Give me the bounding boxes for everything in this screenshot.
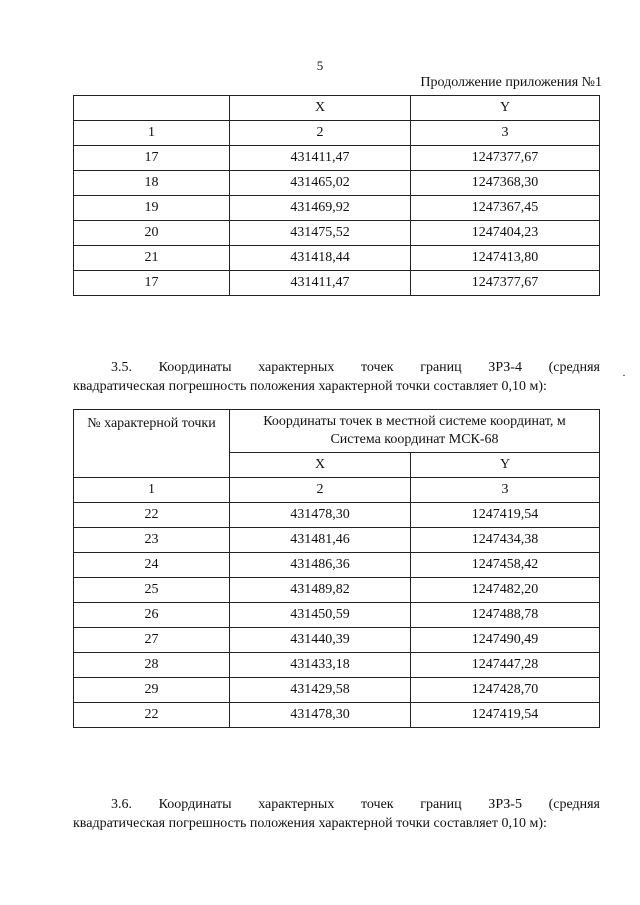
point-number-cell: 24 (74, 553, 230, 578)
table-header-row (74, 96, 600, 121)
x-coordinate-cell: 431440,39 (230, 628, 411, 653)
numbering-cell: 2 (230, 478, 411, 503)
section-3-5-line1: 3.5. Координаты характерных точек границ ЗРЗ-4 (средняя (111, 360, 600, 375)
x-coordinate-cell: 431418,44 (230, 246, 411, 271)
x-coordinate-cell: 431489,82 (230, 578, 411, 603)
numbering-cell: 1 (74, 121, 230, 146)
point-number-cell: 27 (74, 628, 230, 653)
table-row (74, 578, 600, 603)
x-coordinate-cell: 431429,58 (230, 678, 411, 703)
point-number-cell: 23 (74, 528, 230, 553)
table-row (74, 196, 600, 221)
section-3-6-line2: квадратическая погрешность положения характерной точки составляет 0,10 м): (73, 816, 547, 831)
numbering-cell: 3 (411, 121, 600, 146)
numbering-cell: 2 (230, 121, 411, 146)
table-header-row (74, 410, 600, 453)
point-number-cell: 29 (74, 678, 230, 703)
point-number-cell: 19 (74, 196, 230, 221)
section-3-5-paragraph (73, 358, 600, 396)
page-number: 5 (316, 58, 324, 73)
y-coordinate-cell: 1247404,23 (411, 221, 600, 246)
x-coordinate-cell: 431465,02 (230, 171, 411, 196)
appendix-note: Продолжение приложения №1 (420, 75, 602, 90)
header-cell-x: X (230, 453, 411, 478)
y-coordinate-cell: 1247428,70 (411, 678, 600, 703)
section-3-5-line2: квадратическая погрешность положения характерной точки составляет 0,10 м): (73, 379, 547, 394)
coordinates-header-line1: Координаты точек в местной системе координат, м (263, 414, 566, 429)
table-row (74, 703, 600, 728)
x-coordinate-cell: 431450,59 (230, 603, 411, 628)
table-row (74, 528, 600, 553)
x-coordinate-cell: 431481,46 (230, 528, 411, 553)
point-number-cell: 28 (74, 653, 230, 678)
margin-mark: · (622, 368, 626, 382)
point-number-cell: 25 (74, 578, 230, 603)
table-row (74, 221, 600, 246)
y-coordinate-cell: 1247419,54 (411, 703, 600, 728)
point-number-cell: 22 (74, 703, 230, 728)
section-3-6-paragraph (73, 795, 600, 833)
table-numbering-row (74, 478, 600, 503)
table-row (74, 653, 600, 678)
y-coordinate-cell: 1247458,42 (411, 553, 600, 578)
coordinates-header-line2: Система координат МСК-68 (330, 432, 499, 447)
header-cell-y: Y (411, 453, 600, 478)
point-number-cell: 17 (74, 271, 230, 296)
y-coordinate-cell: 1247367,45 (411, 196, 600, 221)
y-coordinate-cell: 1247377,67 (411, 146, 600, 171)
table-row (74, 146, 600, 171)
y-coordinate-cell: 1247434,38 (411, 528, 600, 553)
point-number-cell: 21 (74, 246, 230, 271)
table-row (74, 503, 600, 528)
coordinates-table-continued (73, 95, 600, 296)
x-coordinate-cell: 431469,92 (230, 196, 411, 221)
coordinates-table-zrz4 (73, 409, 600, 728)
table-row (74, 171, 600, 196)
x-coordinate-cell: 431475,52 (230, 221, 411, 246)
table-row (74, 678, 600, 703)
point-number-cell: 20 (74, 221, 230, 246)
y-coordinate-cell: 1247488,78 (411, 603, 600, 628)
y-coordinate-cell: 1247419,54 (411, 503, 600, 528)
table-row (74, 553, 600, 578)
y-coordinate-cell: 1247447,28 (411, 653, 600, 678)
point-number-cell: 22 (74, 503, 230, 528)
x-coordinate-cell: 431433,18 (230, 653, 411, 678)
numbering-cell: 3 (411, 478, 600, 503)
point-number-cell: 17 (74, 146, 230, 171)
x-coordinate-cell: 431411,47 (230, 271, 411, 296)
point-number-cell: 26 (74, 603, 230, 628)
point-number-cell: 18 (74, 171, 230, 196)
table-numbering-row (74, 121, 600, 146)
y-coordinate-cell: 1247368,30 (411, 171, 600, 196)
table-row (74, 628, 600, 653)
coordinates-header (230, 410, 600, 453)
y-coordinate-cell: 1247490,49 (411, 628, 600, 653)
x-coordinate-cell: 431411,47 (230, 146, 411, 171)
header-cell (74, 96, 230, 121)
y-coordinate-cell: 1247377,67 (411, 271, 600, 296)
table-row (74, 603, 600, 628)
section-3-6-line1: 3.6. Координаты характерных точек границ ЗРЗ-5 (средняя (111, 797, 600, 812)
y-coordinate-cell: 1247482,20 (411, 578, 600, 603)
x-coordinate-cell: 431486,36 (230, 553, 411, 578)
table-row (74, 246, 600, 271)
point-number-header: № характерной точки (74, 410, 230, 478)
x-coordinate-cell: 431478,30 (230, 703, 411, 728)
numbering-cell: 1 (74, 478, 230, 503)
header-cell-y: Y (411, 96, 600, 121)
x-coordinate-cell: 431478,30 (230, 503, 411, 528)
table-row (74, 271, 600, 296)
y-coordinate-cell: 1247413,80 (411, 246, 600, 271)
header-cell-x: X (230, 96, 411, 121)
